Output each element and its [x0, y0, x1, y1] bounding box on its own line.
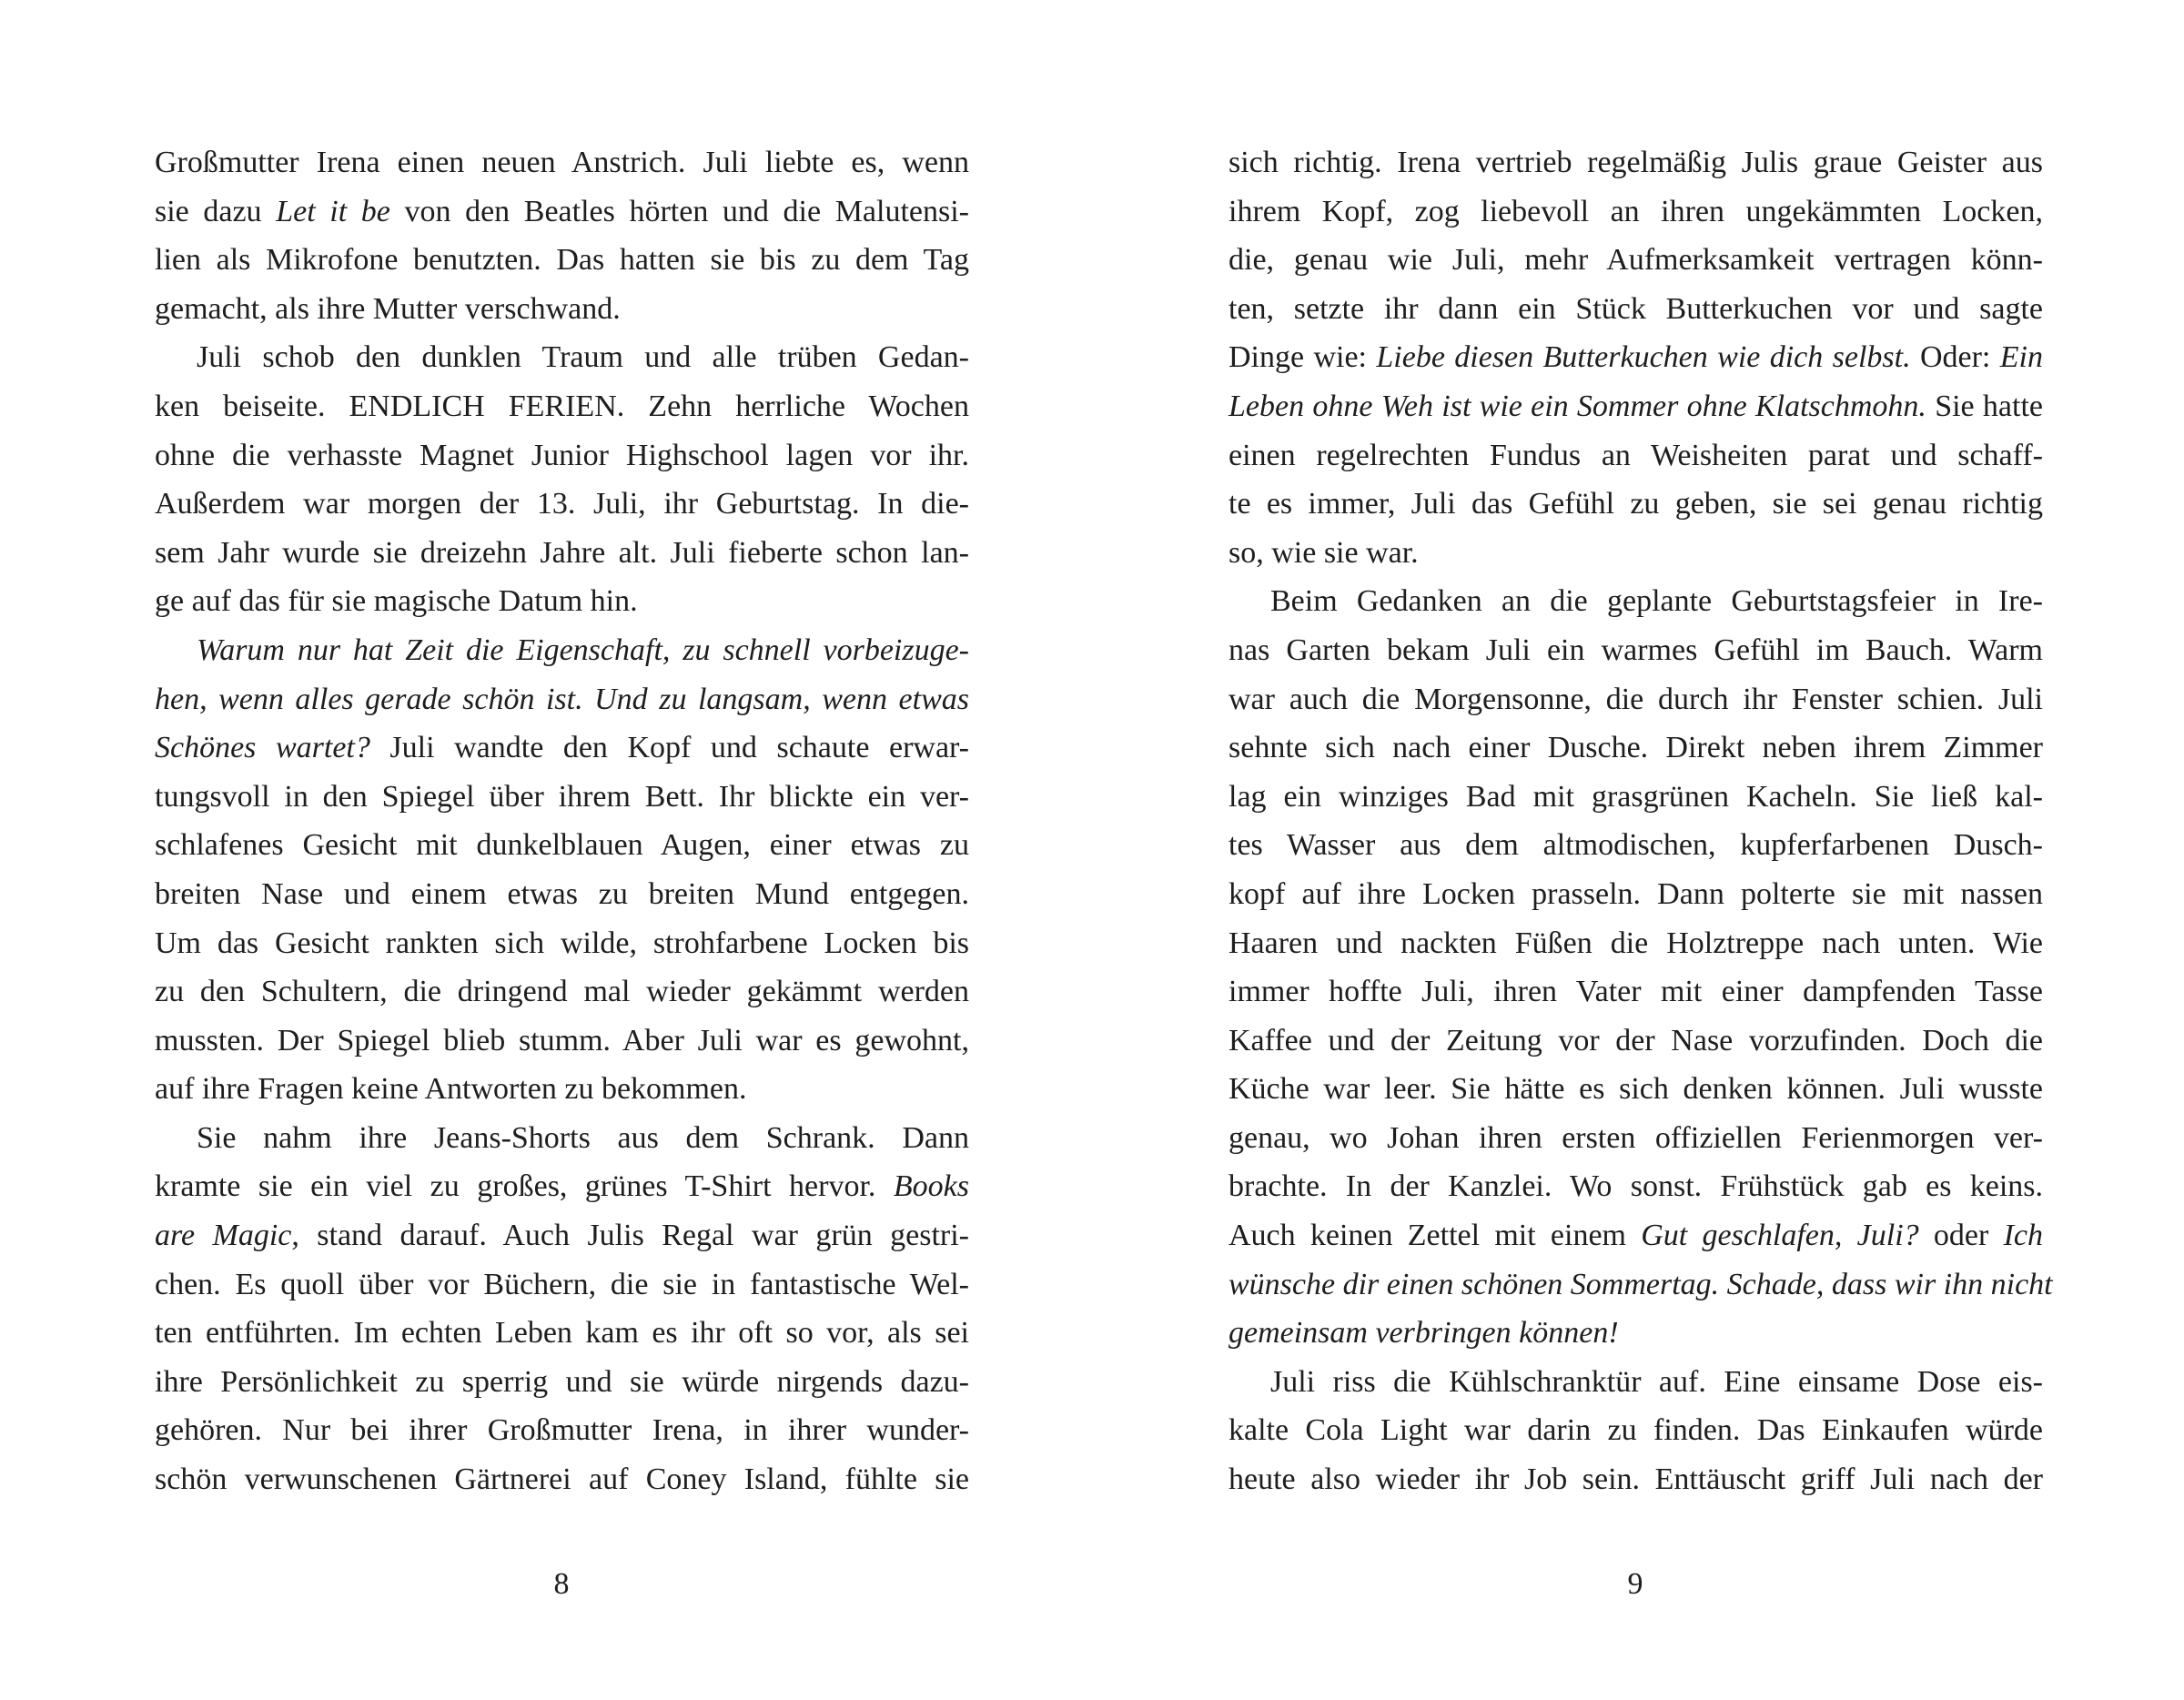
text-line [155, 529, 969, 578]
text-line [155, 1211, 969, 1260]
text-segment: mussten. Der Spiegel blieb stumm. Aber Juli war es gewohnt, [155, 1023, 969, 1057]
text-segment: ohne die verhasste Magnet Junior Highschool lagen vor ihr. [155, 438, 969, 472]
italic-text: Gut geschlafen, Juli? [1641, 1219, 1919, 1253]
text-segment: Juli wandte den Kopf und schaute erwar- [369, 731, 970, 765]
text-segment: heute also wieder ihr Job sein. Enttäuscht griff Juli nach der [1228, 1462, 2043, 1497]
text-line [155, 1017, 969, 1066]
text-line [1228, 577, 2043, 626]
text-line [155, 821, 969, 870]
text-line [1228, 480, 2043, 529]
text-segment: sich richtig. Irena vertrieb regelmäßig Julis graue Geister aus [1228, 146, 2043, 179]
text-line [155, 285, 969, 334]
text-segment: gemacht, als ihre Mutter verschwand. [155, 291, 621, 326]
text-segment: tungsvoll in den Spiegel über ihrem Bett. Ihr blickte ein ver- [155, 779, 969, 814]
text-line [1228, 138, 2043, 187]
text-line [1228, 1211, 2043, 1260]
text-line [155, 1065, 969, 1114]
text-segment: sie dazu [155, 194, 277, 228]
text-segment: kramte sie ein viel zu großes, grünes T-Shirt hervor. [155, 1169, 894, 1204]
text-segment: Großmutter Irena einen neuen Anstrich. Juli liebte es, wenn [155, 146, 969, 179]
text-segment: zu den Schultern, die dringend mal wieder gekämmt werden [155, 975, 969, 1009]
text-segment: sehnte sich nach einer Dusche. Direkt neben ihrem Zimmer [1228, 731, 2043, 765]
text-line [155, 333, 969, 382]
text-segment: einen regelrechten Fundus an Weisheiten parat und schaff- [1228, 438, 2043, 472]
text-line [1228, 773, 2043, 822]
text-segment: genau, wo Johan ihren ersten offiziellen Ferienmorgen ver- [1228, 1120, 2043, 1155]
text-line [1228, 1162, 2043, 1211]
italic-text: Let it be [276, 194, 390, 228]
text-segment: breiten Nase und einem etwas zu breiten Mund entgegen. [155, 876, 969, 911]
italic-text: Leben ohne Weh ist wie ein Sommer ohne Klatschmohn. [1228, 389, 1926, 423]
italic-text: Books [893, 1169, 969, 1204]
text-segment: schön verwunschenen Gärtnerei auf Coney Island, fühlte sie [155, 1462, 969, 1497]
text-segment: ihre Persönlichkeit zu sperrig und sie würde nirgends dazu- [155, 1364, 969, 1399]
text-line [1228, 285, 2043, 334]
text-segment: chen. Es quoll über vor Büchern, die sie in fantastische Wel- [155, 1267, 969, 1301]
text-line [155, 138, 969, 187]
text-line [155, 431, 969, 481]
text-segment: , stand darauf. Auch Julis Regal war grün gestri- [291, 1219, 969, 1253]
text-line [1228, 1065, 2043, 1114]
text-segment: gehören. Nur bei ihrer Großmutter Irena, in ihrer wunder- [155, 1413, 969, 1448]
text-segment: ken beiseite. ENDLICH FERIEN. Zehn herrliche Wochen [155, 389, 969, 423]
text-segment: auf ihre Fragen keine Antworten zu bekommen. [155, 1072, 747, 1107]
text-segment: Küche war leer. Sie hätte es sich denken können. Juli wusste [1228, 1072, 2043, 1107]
text-segment: lag ein winziges Bad mit grasgrünen Kacheln. Sie ließ kal- [1228, 779, 2043, 814]
text-segment: Außerdem war morgen der 13. Juli, ihr Geburtstag. In die- [155, 487, 969, 521]
text-line [1228, 870, 2043, 919]
text-segment: Juli riss die Kühlschranktür auf. Eine einsame Dose eis- [1270, 1364, 2043, 1399]
text-line [155, 1455, 969, 1504]
text-line [1228, 1455, 2043, 1504]
italic-text: Warum nur hat Zeit die Eigenschaft, zu schnell vorbeizuge- [197, 632, 969, 667]
text-segment: war auch die Morgensonne, die durch ihr Fenster schien. Juli [1228, 682, 2043, 716]
right-page-text [1228, 138, 2053, 1504]
text-line [1228, 1114, 2043, 1163]
text-segment: von den Beatles hörten und die Malutensi- [389, 194, 969, 228]
text-segment: Auch keinen Zettel mit einem [1228, 1219, 1642, 1253]
text-line [155, 1358, 969, 1407]
text-line [155, 577, 969, 626]
text-line [1228, 967, 2043, 1017]
text-segment: tes Wasser aus dem altmodischen, kupferfarbenen Dusch- [1228, 828, 2043, 863]
italic-text: hen, wenn alles gerade schön ist. Und zu langsam, wenn etwas [155, 682, 969, 716]
text-line [1228, 529, 2043, 578]
text-line [155, 773, 969, 822]
text-line [1228, 919, 2043, 968]
italic-text: Ich [2003, 1219, 2043, 1253]
text-line [155, 382, 969, 431]
text-line [1228, 1309, 2043, 1358]
text-segment: ihrem Kopf, zog liebevoll an ihren ungekämmten Locken, [1228, 194, 2043, 228]
text-segment: Beim Gedanken an die geplante Geburtstagsfeier in Ire- [1270, 584, 2043, 619]
text-line [1228, 1017, 2043, 1066]
text-segment: Um das Gesicht rankten sich wilde, strohfarbene Locken bis [155, 926, 969, 960]
text-line [155, 1309, 969, 1358]
text-segment: ten entführten. Im echten Leben kam es ihr oft so vor, als sei [155, 1316, 969, 1351]
text-segment: Kaffee und der Zeitung vor der Nase vorzufinden. Doch die [1228, 1023, 2043, 1057]
text-line [155, 919, 969, 968]
italic-text: Ein [1999, 340, 2043, 375]
text-line [155, 1114, 969, 1163]
text-line [1228, 724, 2043, 773]
text-segment: Sie hatte [1926, 389, 2043, 423]
text-segment: so, wie sie war. [1228, 535, 1419, 570]
text-segment: oder [1918, 1219, 2004, 1253]
italic-text: are Magic [155, 1219, 292, 1253]
text-segment: Dinge wie: [1228, 340, 1377, 375]
text-segment: sem Jahr wurde sie dreizehn Jahre alt. Juli fieberte schon lan- [155, 535, 969, 570]
text-segment: Haaren und nackten Füßen die Holztreppe nach unten. Wie [1228, 926, 2043, 960]
text-line [1228, 1358, 2043, 1407]
text-segment: te es immer, Juli das Gefühl zu geben, sie sei genau richtig [1228, 487, 2043, 521]
text-line [155, 1162, 969, 1211]
left-page-text [155, 138, 969, 1504]
text-line [155, 480, 969, 529]
text-line [1228, 187, 2043, 237]
text-segment: kalte Cola Light war darin zu finden. Das Einkaufen würde [1228, 1413, 2043, 1448]
text-line [155, 187, 969, 237]
text-segment: schlafenes Gesicht mit dunkelblauen Augen, einer etwas zu [155, 828, 969, 863]
text-segment: Juli schob den dunklen Traum und alle trüben Gedan- [197, 340, 969, 375]
text-line [1228, 1406, 2043, 1455]
text-segment: nas Garten bekam Juli ein warmes Gefühl im Bauch. Warm [1228, 632, 2043, 667]
page-number-left: 8 [553, 1567, 570, 1601]
text-segment: ge auf das für sie magische Datum hin. [155, 584, 638, 619]
italic-text: gemeinsam verbringen können! [1228, 1316, 1619, 1351]
text-segment: immer hoffte Juli, ihren Vater mit einer dampfenden Tasse [1228, 975, 2043, 1009]
text-line [155, 626, 969, 675]
text-line [1228, 821, 2043, 870]
text-segment: Sie nahm ihre Jeans-Shorts aus dem Schrank. Dann [197, 1120, 969, 1155]
text-segment: ten, setzte ihr dann ein Stück Butterkuchen vor und sagte [1228, 291, 2043, 326]
text-line [155, 724, 969, 773]
text-segment: brachte. In der Kanzlei. Wo sonst. Frühstück gab es keins. [1228, 1169, 2043, 1204]
text-segment: lien als Mikrofone benutzten. Das hatten sie bis zu dem Tag [155, 243, 969, 278]
text-line [155, 870, 969, 919]
text-line [155, 967, 969, 1017]
text-segment: kopf auf ihre Locken prasseln. Dann polterte sie mit nassen [1228, 876, 2043, 911]
text-segment: die, genau wie Juli, mehr Aufmerksamkeit vertragen könn- [1228, 243, 2043, 278]
text-line [155, 1260, 969, 1310]
text-line [155, 675, 969, 724]
text-line [1228, 382, 2043, 431]
text-line [1228, 236, 2043, 285]
page-number-right: 9 [1627, 1567, 1643, 1601]
text-line [155, 236, 969, 285]
text-line [1228, 675, 2043, 724]
italic-text: wünsche dir einen schönen Sommertag. Schade, dass wir ihn nicht [1228, 1267, 2053, 1301]
text-line [1228, 626, 2043, 675]
text-line [1228, 431, 2043, 481]
italic-text: Liebe diesen Butterkuchen wie dich selbst. [1376, 340, 1911, 375]
italic-text: Schönes wartet? [155, 731, 370, 765]
text-line [1228, 333, 2043, 382]
text-segment: Oder: [1910, 340, 2000, 375]
text-line [155, 1406, 969, 1455]
text-line [1228, 1260, 2053, 1310]
